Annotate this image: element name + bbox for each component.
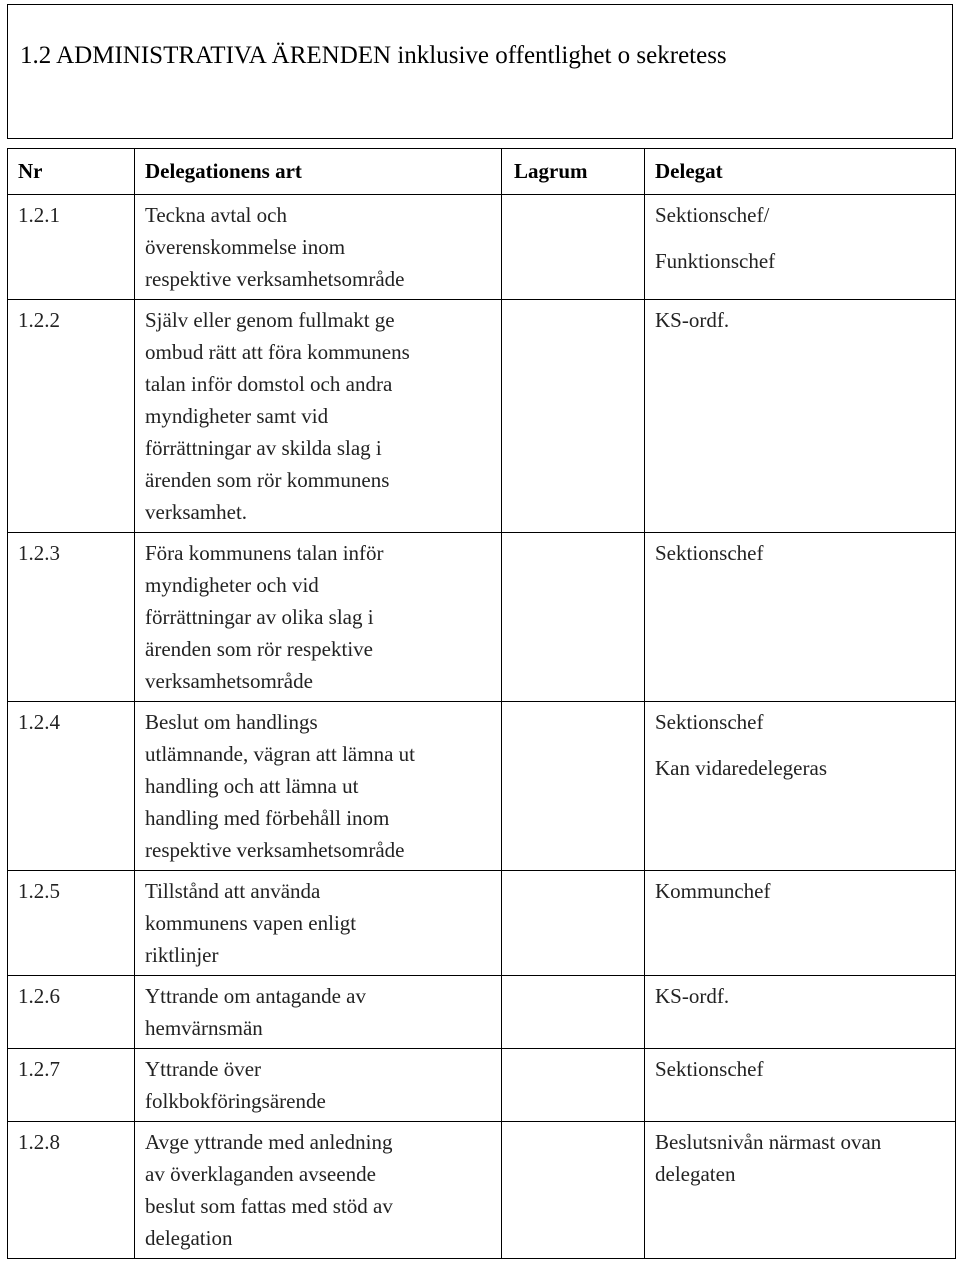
delegation-type-line: Själv eller genom fullmakt ge [145,308,395,332]
delegation-type-line: talan inför domstol och andra [145,372,393,396]
lagrum-cell [502,1049,645,1122]
row-number: 1.2.6 [8,976,135,1049]
delegation-type-line: kommunens vapen enligt [145,911,357,935]
delegation-type-cell [135,871,502,976]
delegation-type-cell [135,300,502,533]
lagrum-cell [502,871,645,976]
delegation-type-line: av överklaganden avseende [145,1162,376,1186]
delegat-line: Beslutsnivån närmast ovan [655,1130,882,1154]
delegation-type-line: Yttrande över [145,1057,262,1081]
title-box [7,4,953,139]
delegation-type-line: handling och att lämna ut [145,774,359,798]
delegation-document [7,4,955,1276]
delegation-type-cell [135,195,502,300]
delegation-type-line: handling med förbehåll inom [145,806,390,830]
delegation-type-line: ärenden som rör kommunens [145,468,390,492]
lagrum-cell [502,976,645,1049]
delegat-line: Sektionschef/ [655,203,770,227]
table-row [8,871,956,976]
table-header-row [8,149,956,195]
delegation-type-line: Beslut om handlings [145,710,318,734]
table-row [8,195,956,300]
delegation-type-line: Yttrande om antagande av [145,984,366,1008]
delegation-type-cell [135,1049,502,1122]
delegation-type-cell [135,533,502,702]
delegation-type-line: folkbokföringsärende [145,1089,326,1113]
delegat-line: Kan vidaredelegeras [655,756,827,780]
delegat-line: Sektionschef [655,541,764,565]
table-row [8,300,956,533]
lagrum-cell [502,533,645,702]
delegation-type-line: Teckna avtal och [145,203,287,227]
document-title: 1.2 ADMINISTRATIVA ÄRENDEN inklusive offentlighet o sekretess [20,42,727,69]
delegat-line: Sektionschef [655,710,764,734]
delegation-type-line: beslut som fattas med stöd av [145,1194,393,1218]
header-delegat: Delegat [645,149,956,195]
header-nr: Nr [8,149,135,195]
delegat-line: delegaten [655,1162,736,1186]
delegat-cell [645,1122,956,1259]
delegation-table [7,148,956,1259]
lagrum-cell [502,300,645,533]
delegation-type-line: delegation [145,1226,233,1250]
delegation-type-cell [135,976,502,1049]
table-row [8,533,956,702]
delegat-cell [645,976,956,1049]
delegation-type-line: Avge yttrande med anledning [145,1130,393,1154]
row-number: 1.2.4 [8,702,135,871]
delegat-line: Funktionschef [655,249,776,273]
lagrum-cell [502,195,645,300]
delegation-type-cell [135,702,502,871]
delegat-cell [645,533,956,702]
delegation-type-line: respektive verksamhetsområde [145,838,405,862]
delegation-type-line: ombud rätt att föra kommunens [145,340,410,364]
row-number: 1.2.7 [8,1049,135,1122]
table-row [8,1049,956,1122]
delegation-type-line: respektive verksamhetsområde [145,267,405,291]
delegation-type-line: riktlinjer [145,943,219,967]
delegation-type-line: förrättningar av skilda slag i [145,436,382,460]
delegat-line: Sektionschef [655,1057,764,1081]
delegat-line: KS-ordf. [655,308,730,332]
row-number: 1.2.5 [8,871,135,976]
delegation-type-line: ärenden som rör respektive [145,637,373,661]
header-delegation-type: Delegationens art [135,149,502,195]
delegation-type-line: utlämnande, vägran att lämna ut [145,742,415,766]
delegation-type-line: verksamhet. [145,500,248,524]
table-row [8,702,956,871]
row-number: 1.2.1 [8,195,135,300]
delegation-type-line: hemvärnsmän [145,1016,263,1040]
delegation-type-line: förrättningar av olika slag i [145,605,374,629]
delegat-line: KS-ordf. [655,984,730,1008]
delegation-type-line: myndigheter samt vid [145,404,329,428]
delegat-cell [645,702,956,871]
table-row [8,976,956,1049]
lagrum-cell [502,702,645,871]
delegation-type-line: Föra kommunens talan inför [145,541,384,565]
delegat-line: Kommunchef [655,879,771,903]
header-lagrum: Lagrum [502,149,645,195]
delegation-type-cell [135,1122,502,1259]
row-number: 1.2.3 [8,533,135,702]
delegation-type-line: myndigheter och vid [145,573,319,597]
table-row [8,1122,956,1259]
delegat-cell [645,871,956,976]
lagrum-cell [502,1122,645,1259]
row-number: 1.2.8 [8,1122,135,1259]
delegation-type-line: verksamhetsområde [145,669,313,693]
row-number: 1.2.2 [8,300,135,533]
delegat-cell [645,1049,956,1122]
delegat-cell [645,195,956,300]
delegation-type-line: överenskommelse inom [145,235,346,259]
delegation-type-line: Tillstånd att använda [145,879,321,903]
delegat-cell [645,300,956,533]
